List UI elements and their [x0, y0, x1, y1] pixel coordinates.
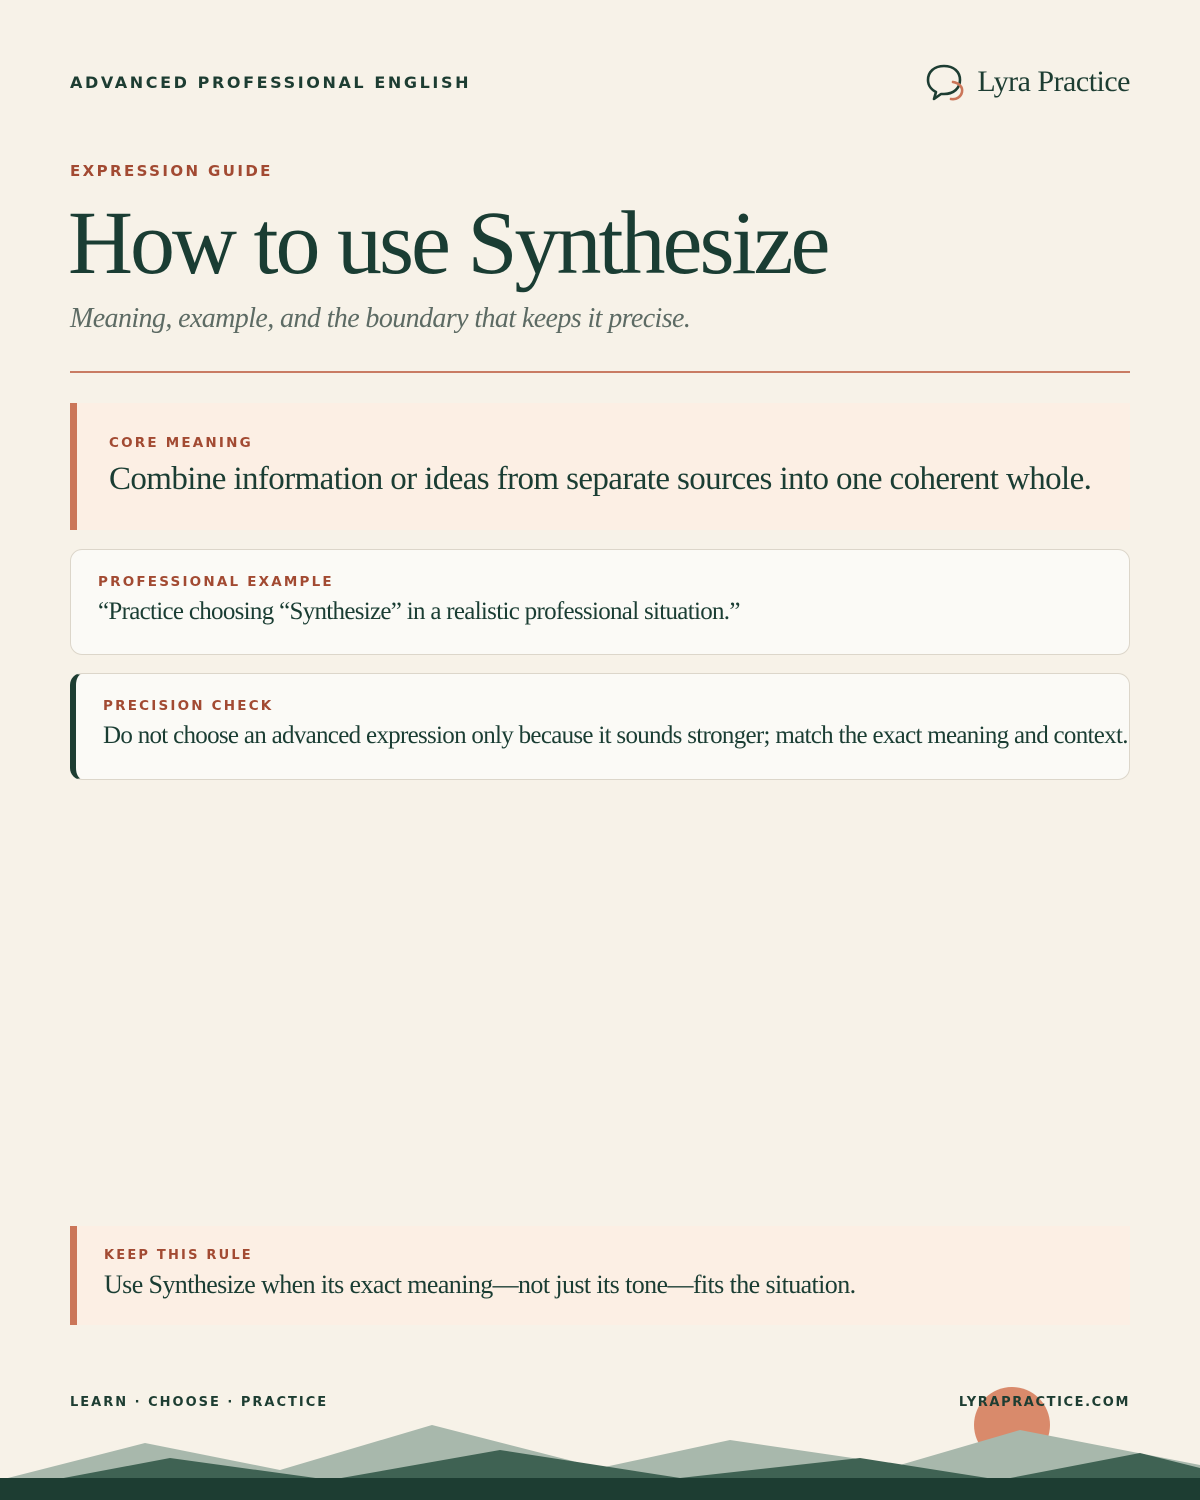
precision-check-label: PRECISION CHECK [103, 698, 274, 714]
precision-check-text: Do not choose an advanced expression only because it sounds stronger; match the exact meaning and context. [103, 722, 1128, 749]
speech-bubbles-icon [925, 62, 967, 102]
keep-rule-card [70, 1226, 1130, 1325]
footer-tagline: LEARN · CHOOSE · PRACTICE [70, 1395, 329, 1410]
ground-band [0, 1478, 1200, 1500]
core-meaning-text: Combine information or ideas from separate sources into one coherent whole. [109, 461, 1092, 497]
core-meaning-card [70, 403, 1130, 530]
divider [70, 371, 1130, 373]
keep-rule-label: KEEP THIS RULE [104, 1248, 253, 1263]
professional-example-card [70, 549, 1130, 655]
core-meaning-label: CORE MEANING [109, 435, 253, 451]
top-label: ADVANCED PROFESSIONAL ENGLISH [70, 73, 472, 92]
eyebrow-label: EXPRESSION GUIDE [70, 162, 273, 180]
page-subtitle: Meaning, example, and the boundary that keeps it precise. [70, 303, 691, 334]
keep-rule-text: Use Synthesize when its exact meaning—not just its tone—fits the situation. [104, 1270, 856, 1299]
professional-example-text: “Practice choosing “Synthesize” in a realistic professional situation.” [98, 598, 740, 625]
brand-logo[interactable] [925, 62, 1130, 102]
precision-check-card [70, 673, 1130, 780]
page-title: How to use Synthesize [68, 194, 828, 293]
brand-name: Lyra Practice [977, 65, 1130, 98]
footer-website-link[interactable]: LYRAPRACTICE.COM [958, 1395, 1130, 1410]
professional-example-label: PROFESSIONAL EXAMPLE [98, 574, 334, 590]
